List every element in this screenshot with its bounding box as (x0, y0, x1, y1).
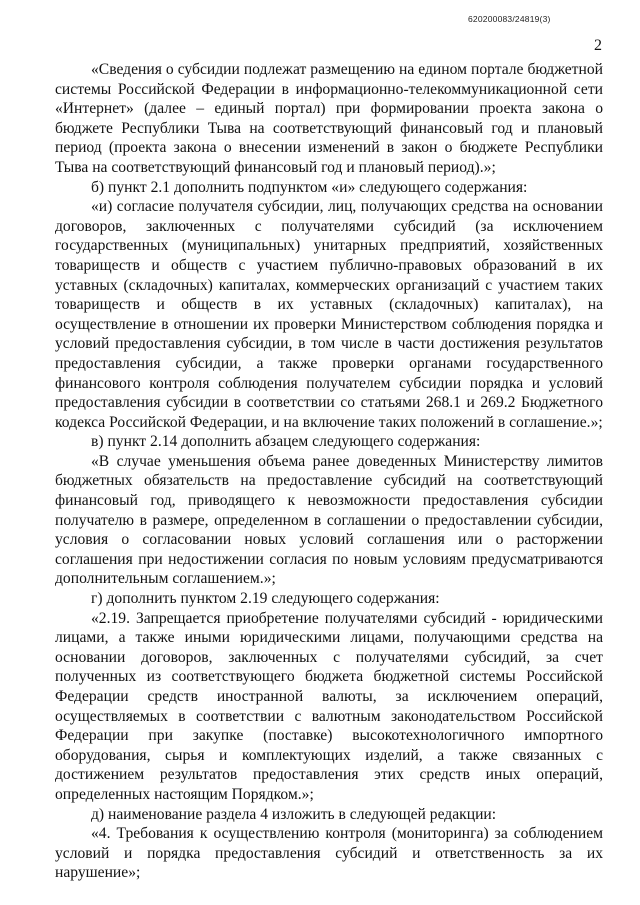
paragraph-subsidy-info: «Сведения о субсидии подлежат размещению на едином портале бюджетной системы Российской Федерации в информационно-телекоммуникационной сети «Интернет» (далее – единый портал) при формировании проекта закона о бюджете Республики Тыва на соответствующий финансовый год и плановый период (проекта закона о внесении изменений в закон о бюджете Республики Тыва на соответствующий финансовый год и плановый период).»; (55, 61, 603, 176)
paragraph-section-4-title: «4. Требования к осуществлению контроля (мониторинга) за соблюдением условий и порядка предоставления субсидий и ответственность за их нарушение»; (55, 825, 603, 882)
paragraph-budget-reduction: «В случае уменьшения объема ранее доведенных Министерству лимитов бюджетных обязательств на предоставление субсидий на соответствующий финансовый год, приводящего к невозможности предоставления субсидии получателю в размере, определенном в соглашении о предоставлении субсидии, условия о согласовании новых условий соглашения или о расторжении соглашения при недостижении согласия по новым условиям предусматриваются дополнительным соглашением.»; (55, 452, 603, 588)
document-body (55, 60, 603, 883)
paragraph-item-b: б) пункт 2.1 дополнить подпунктом «и» следующего содержания: (91, 178, 528, 196)
paragraph-item-v: в) пункт 2.14 дополнить абзацем следующего содержания: (91, 433, 481, 451)
paragraph-item-g: г) дополнить пунктом 2.19 следующего содержания: (91, 590, 440, 608)
paragraph-item-d: д) наименование раздела 4 изложить в следующей редакции: (91, 805, 497, 823)
paragraph-clause-2-19: «2.19. Запрещается приобретение получателями субсидий - юридическими лицами, а также иными юридическими лицами, получающими средства на основании договоров, заключенных с получателями субсидий, за счет полученных из соответствующего бюджета бюджетной системы Российской Федерации средств иностранной валюты, за исключением операций, осуществляемых в соответствии с валютным законодательством Российской Федерации при закупке (поставке) высокотехнологичного импортного оборудования, сырья и комплектующих изделий, а также связанных с достижением результатов предоставления этих средств иных операций, определенных настоящим Порядком.»; (55, 609, 603, 803)
page-number: 2 (594, 37, 602, 54)
document-code: 620200083/24819(3) (468, 14, 551, 24)
paragraph-subitem-i: «и) согласие получателя субсидии, лиц, получающих средства на основании договоров, заключенных с получателями субсидий (за исключением государственных (муниципальных) унитарных предприятий, хозяйственных товариществ и обществ с участием публично-правовых образований в их уставных (складочных) капиталах, коммерческих организаций с участием таких товариществ и обществ в их уставных (складочных) капиталах), на осуществление в отношении их проверки Министерством соблюдения порядка и условий предоставления субсидии, в том числе в части достижения результатов предоставления субсидии, а также проверки органами государственного финансового контроля соблюдения получателем субсидии порядка и условий предоставления субсидии в соответствии со статьями 268.1 и 269.2 Бюджетного кодекса Российской Федерации, и на включение таких положений в соглашение.»; (55, 198, 603, 431)
